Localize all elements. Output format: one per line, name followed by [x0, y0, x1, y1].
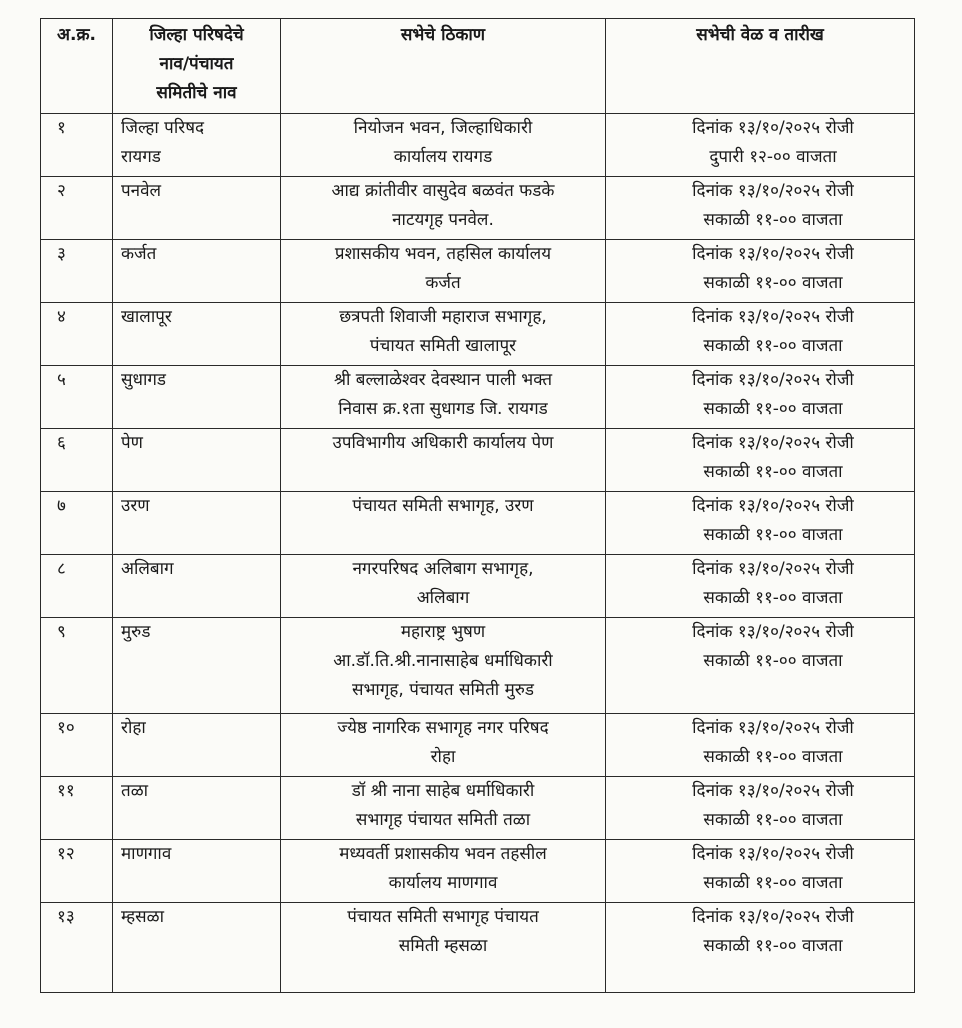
serial-number-cell: ३: [41, 240, 113, 303]
council-name-cell: पनवेल: [113, 177, 281, 240]
table-row: [41, 555, 915, 618]
venue-cell: प्रशासकीय भवन, तहसिल कार्यालय कर्जत: [281, 240, 606, 303]
time-date-cell: दिनांक १३/१०/२०२५ रोजी सकाळी ११-०० वाजता: [606, 366, 915, 429]
serial-number-cell: २: [41, 177, 113, 240]
time-date-cell: दिनांक १३/१०/२०२५ रोजी सकाळी ११-०० वाजता: [606, 618, 915, 714]
venue-cell: नगरपरिषद अलिबाग सभागृह, अलिबाग: [281, 555, 606, 618]
table-row: [41, 303, 915, 366]
serial-number-cell: ८: [41, 555, 113, 618]
time-date-cell: दिनांक १३/१०/२०२५ रोजी सकाळी ११-०० वाजता: [606, 777, 915, 840]
header-venue: सभेचे ठिकाण: [281, 19, 606, 114]
table-row: [41, 840, 915, 903]
venue-cell: नियोजन भवन, जिल्हाधिकारी कार्यालय रायगड: [281, 114, 606, 177]
council-name-cell: माणगाव: [113, 840, 281, 903]
table-row: [41, 114, 915, 177]
council-name-cell: खालापूर: [113, 303, 281, 366]
venue-cell: आद्य क्रांतीवीर वासुदेव बळवंत फडके नाटयगृह पनवेल.: [281, 177, 606, 240]
council-name-cell: अलिबाग: [113, 555, 281, 618]
venue-cell: छत्रपती शिवाजी महाराज सभागृह, पंचायत समिती खालापूर: [281, 303, 606, 366]
venue-cell: मध्यवर्ती प्रशासकीय भवन तहसील कार्यालय माणगाव: [281, 840, 606, 903]
table-row: [41, 714, 915, 777]
table-row: [41, 618, 915, 714]
venue-cell: महाराष्ट्र भुषण आ.डॉ.ति.श्री.नानासाहेब धर्माधिकारी सभागृह, पंचायत समिती मुरुड: [281, 618, 606, 714]
serial-number-cell: ४: [41, 303, 113, 366]
serial-number-cell: १०: [41, 714, 113, 777]
council-name-cell: सुधागड: [113, 366, 281, 429]
time-date-cell: दिनांक १३/१०/२०२५ रोजी सकाळी ११-०० वाजता: [606, 429, 915, 492]
council-name-cell: उरण: [113, 492, 281, 555]
time-date-cell: दिनांक १३/१०/२०२५ रोजी सकाळी ११-०० वाजता: [606, 714, 915, 777]
header-council-name: जिल्हा परिषदेचे नाव/पंचायत समितीचे नाव: [113, 19, 281, 114]
table-row: [41, 903, 915, 993]
serial-number-cell: ७: [41, 492, 113, 555]
time-date-cell: दिनांक १३/१०/२०२५ रोजी सकाळी ११-०० वाजता: [606, 177, 915, 240]
time-date-cell: दिनांक १३/१०/२०२५ रोजी सकाळी ११-०० वाजता: [606, 303, 915, 366]
time-date-cell: दिनांक १३/१०/२०२५ रोजी सकाळी ११-०० वाजता: [606, 240, 915, 303]
serial-number-cell: ११: [41, 777, 113, 840]
table-row: [41, 429, 915, 492]
venue-cell: श्री बल्लाळेश्वर देवस्थान पाली भक्त निवास क्र.१ता सुधागड जि. रायगड: [281, 366, 606, 429]
table-row: [41, 240, 915, 303]
serial-number-cell: १३: [41, 903, 113, 993]
council-name-cell: मुरुड: [113, 618, 281, 714]
council-name-cell: जिल्हा परिषद रायगड: [113, 114, 281, 177]
table-body: [41, 114, 915, 993]
time-date-cell: दिनांक १३/१०/२०२५ रोजी दुपारी १२-०० वाजता: [606, 114, 915, 177]
header-time-date: सभेची वेळ व तारीख: [606, 19, 915, 114]
council-name-cell: तळा: [113, 777, 281, 840]
table-row: [41, 366, 915, 429]
table-row: [41, 492, 915, 555]
meeting-schedule-table: [40, 18, 915, 993]
time-date-cell: दिनांक १३/१०/२०२५ रोजी सकाळी ११-०० वाजता: [606, 492, 915, 555]
venue-cell: उपविभागीय अधिकारी कार्यालय पेण: [281, 429, 606, 492]
council-name-cell: म्हसळा: [113, 903, 281, 993]
serial-number-cell: ९: [41, 618, 113, 714]
venue-cell: पंचायत समिती सभागृह पंचायत समिती म्हसळा: [281, 903, 606, 993]
serial-number-cell: ६: [41, 429, 113, 492]
venue-cell: डॉ श्री नाना साहेब धर्माधिकारी सभागृह पंचायत समिती तळा: [281, 777, 606, 840]
serial-number-cell: ५: [41, 366, 113, 429]
table-row: [41, 777, 915, 840]
council-name-cell: रोहा: [113, 714, 281, 777]
serial-number-cell: १: [41, 114, 113, 177]
table-row: [41, 177, 915, 240]
time-date-cell: दिनांक १३/१०/२०२५ रोजी सकाळी ११-०० वाजता: [606, 555, 915, 618]
time-date-cell: दिनांक १३/१०/२०२५ रोजी सकाळी ११-०० वाजता: [606, 903, 915, 993]
venue-cell: ज्येष्ठ नागरिक सभागृह नगर परिषद रोहा: [281, 714, 606, 777]
table-header-row: [41, 19, 915, 114]
council-name-cell: पेण: [113, 429, 281, 492]
time-date-cell: दिनांक १३/१०/२०२५ रोजी सकाळी ११-०० वाजता: [606, 840, 915, 903]
serial-number-cell: १२: [41, 840, 113, 903]
council-name-cell: कर्जत: [113, 240, 281, 303]
venue-cell: पंचायत समिती सभागृह, उरण: [281, 492, 606, 555]
header-serial-number: अ.क्र.: [41, 19, 113, 114]
